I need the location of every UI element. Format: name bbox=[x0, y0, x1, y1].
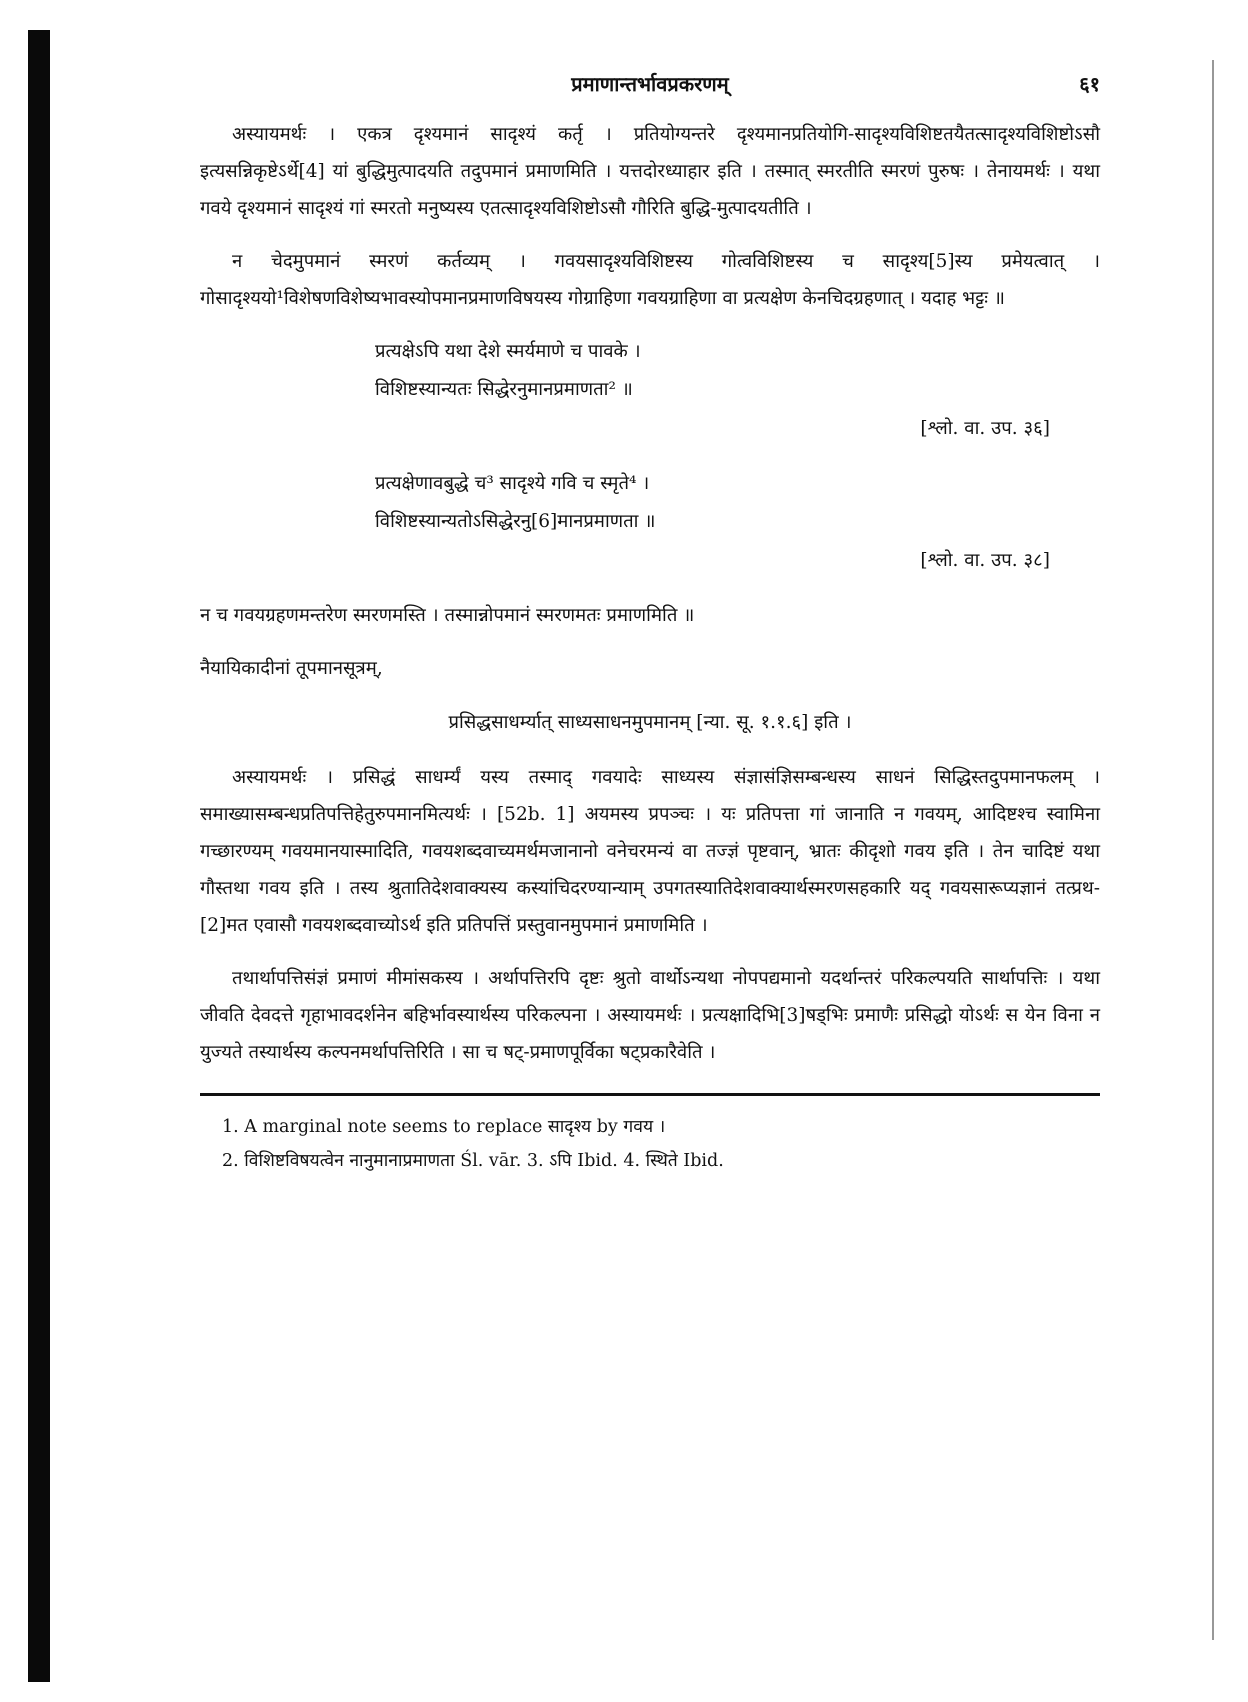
footnote-2-4: 2. विशिष्टविषयत्वेन नानुमानाप्रमाणता Śl. vār. 3. ऽपि Ibid. 4. स्थिते Ibid. bbox=[222, 1151, 724, 1171]
paragraph-6: तथार्थापत्तिसंज्ञं प्रमाणं मीमांसकस्य । अर्थापत्तिरपि दृष्टः श्रुतो वार्थोऽन्यथा नोपपद्यमानो यदर्थान्तरं परिकल्पयति सार्थापत्तिः । यथा जीवति देवदत्ते गृहाभावदर्शनेन बहिर्भावस्यार्थस्य परिकल्पना । अस्यायमर्थः । प्रत्यक्षादिभि[3]षड्भिः प्रमाणैः प्रसिद्धो योऽर्थः स येन विना न युज्यते तस्यार्थस्य कल्पनमर्थापत्तिरिति । सा च षट्-प्रमाणपूर्विका षट्प्रकारैवेति । bbox=[200, 968, 1100, 1063]
verse-2-line-2: विशिष्टस्यान्यतोऽसिद्धेरनु[6]मानप्रमाणता ॥ bbox=[375, 511, 656, 532]
paragraph-2: न चेदमुपमानं स्मरणं कर्तव्यम् । गवयसादृश्यविशिष्टस्य गोत्वविशिष्टस्य च सादृश्य[5]स्य प्रमेयत्वात् । गोसादृश्ययो¹विशेषणविशेष्यभावस्योपमानप्रमाणविषयस्य गोग्राहिणा गवयग्राहिणा वा प्रत्यक्षेण केनचिदग्रहणात् । यदाह भट्टः ॥ bbox=[200, 251, 1100, 309]
header-title: प्रमाणान्तर्भावप्रकरणम् bbox=[571, 72, 729, 96]
verse-2-line-1: प्रत्यक्षेणावबुद्धे च³ सादृश्ये गवि च स्मृते⁴ । bbox=[375, 473, 650, 494]
footnote-divider bbox=[200, 1093, 1100, 1096]
paragraph-1: अस्यायमर्थः । एकत्र दृश्यमानं सादृश्यं कर्तृ । प्रतियोग्यन्तरे दृश्यमानप्रतियोगि-सादृश्यविशिष्टतयैतत्सादृश्यविशिष्टोऽसौ इत्यसन्निकृष्टेऽर्थे[4] यां बुद्धिमुत्पादयति तदुपमानं प्रमाणमिति । यत्तदोरध्याहार इति । तस्मात् स्मरतीति स्मरणं पुरुषः । तेनायमर्थः । यथा गवये दृश्यमानं सादृश्यं गां स्मरतो मनुष्यस्य एतत्सादृश्यविशिष्टोऽसौ गौरिति बुद्धि-मुत्पादयतीति । bbox=[200, 124, 1100, 219]
verse-2 bbox=[200, 465, 1100, 581]
verse-1 bbox=[200, 333, 1100, 449]
page-number: ६१ bbox=[1079, 72, 1100, 96]
page-edge-line bbox=[1212, 60, 1214, 1640]
verse-1-citation: [श्लो. वा. उप. ३६] bbox=[920, 418, 1050, 439]
verse-1-line-1: प्रत्यक्षेऽपि यथा देशे स्मर्यमाणे च पावके । bbox=[375, 341, 641, 362]
paragraph-3: न च गवयग्रहणमन्तरेण स्मरणमस्ति । तस्मान्नोपमानं स्मरणमतः प्रमाणमिति ॥ bbox=[200, 605, 695, 626]
book-spine-shadow bbox=[28, 30, 50, 1682]
page-content bbox=[200, 60, 1100, 1178]
verse-1-line-2: विशिष्टस्यान्यतः सिद्धेरनुमानप्रमाणता² ॥ bbox=[375, 379, 633, 400]
running-header bbox=[200, 60, 1100, 100]
verse-2-citation: [श्लो. वा. उप. ३८] bbox=[920, 550, 1050, 571]
nyaya-sutra-quote: प्रसिद्धसाधर्म्यात् साध्यसाधनमुपमानम् [न्या. सू. १.१.६] इति । bbox=[448, 712, 852, 733]
paragraph-5: अस्यायमर्थः । प्रसिद्धं साधर्म्यं यस्य तस्माद् गवयादेः साध्यस्य संज्ञासंज्ञिसम्बन्धस्य साधनं सिद्धिस्तदुपमानफलम् । समाख्यासम्बन्धप्रतिपत्तिहेतुरुपमानमित्यर्थः । [52b. 1] अयमस्य प्रपञ्चः । यः प्रतिपत्ता गां जानाति न गवयम्, आदिष्टश्च स्वामिना गच्छारण्यम् गवयमानयास्मादिति, गवयशब्दवाच्यमर्थमजानानो वनेचरमन्यं वा तज्ज्ञं पृष्टवान्, भ्रातः कीदृशो गवय इति । तेन चादिष्टं यथा गौस्तथा गवय इति । तस्य श्रुतातिदेशवाक्यस्य कस्यांचिदरण्यान्याम् उपगतस्यातिदेशवाक्यार्थस्मरणसहकारि यद् गवयसारूप्यज्ञानं तत्प्रथ-[2]मत एवासौ गवयशब्दवाच्योऽर्थ इति प्रतिपत्तिं प्रस्तुवानमुपमानं प्रमाणमिति । bbox=[200, 767, 1100, 936]
paragraph-4: नैयायिकादीनां तूपमानसूत्रम्, bbox=[200, 658, 383, 679]
footnote-1: 1. A marginal note seems to replace सादृश्य by गवय । bbox=[222, 1117, 666, 1137]
